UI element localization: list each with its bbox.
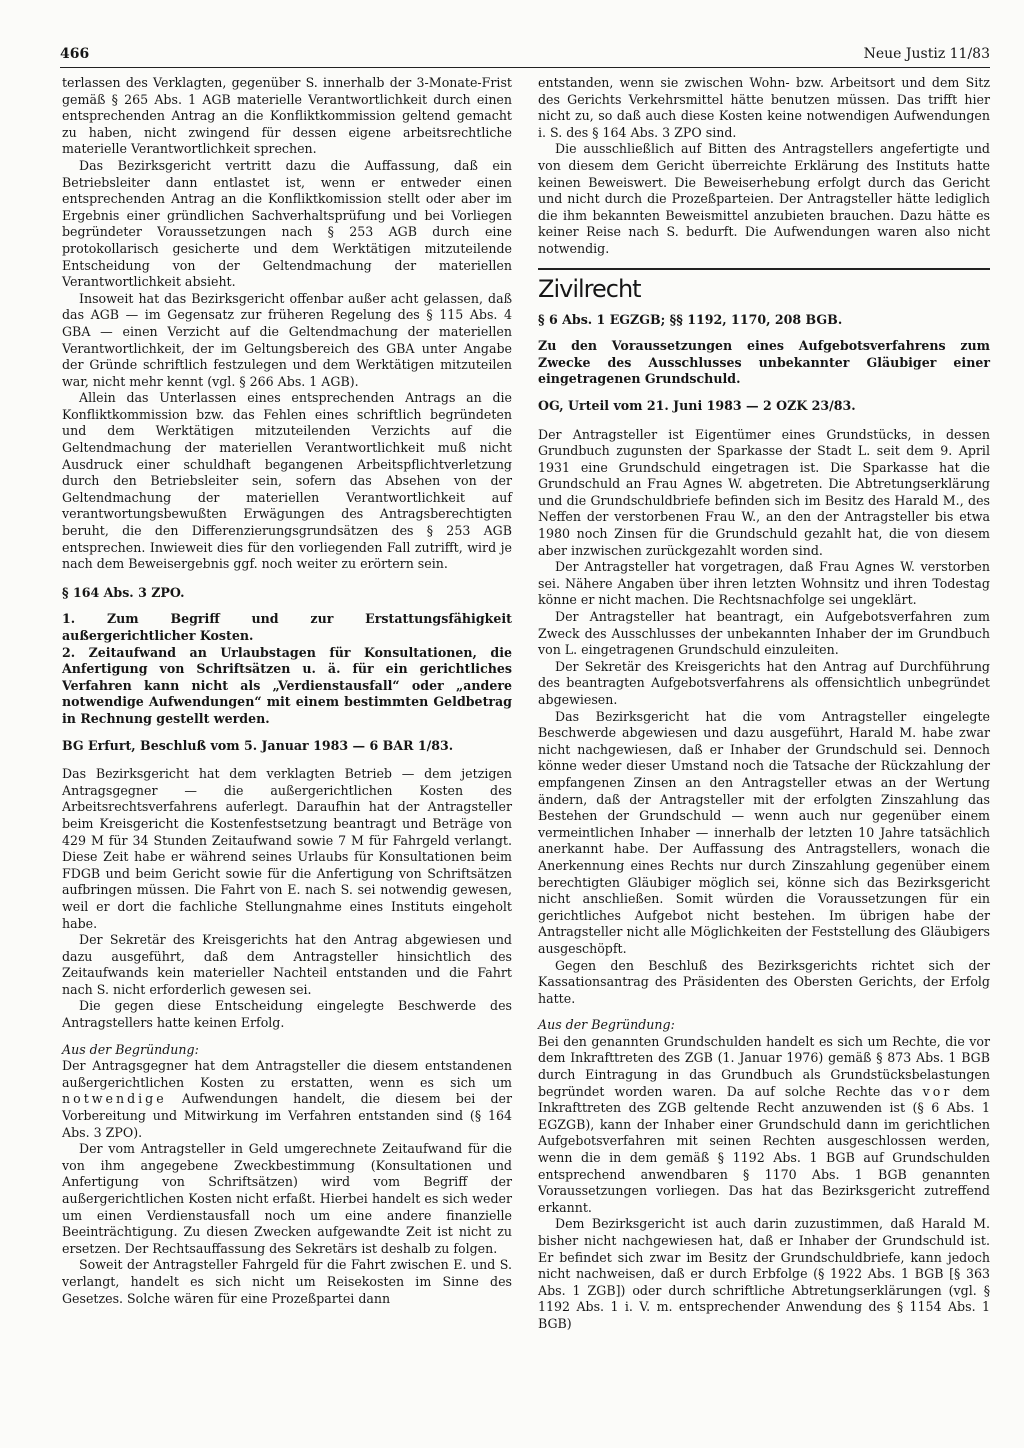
left-column — [62, 75, 512, 1307]
paragraph: Der Antragsteller hat vorgetragen, daß Frau Agnes W. verstorben sei. Nähere Angaben über ihren letzten Wohnsitz und ihren Todestag könne er nicht machen. Die Rechtsnachfolge sei ungeklärt. — [538, 559, 990, 608]
section-rule — [538, 268, 990, 270]
paragraph: Der Antragsteller ist Eigentümer eines Grundstücks, in dessen Grundbuch zugunsten der Sparkasse der Stadt L. seit dem 9. April 1931 eine Grundschuld eingetragen ist. Die Sparkasse hat die Grundschuld an Frau Agnes W. abgetreten. Die Abtretungserklärung und die Grundschuldbriefe befinden sich im Besitz des Harald M., des Neffen der verstorbenen Frau W., an den der Antragsteller bis etwa 1980 noch Zinsen für die Grundschuld gezahlt hat, die von diesem aber inzwischen zurückgezahlt worden sind. — [538, 426, 990, 558]
paragraph: Der Sekretär des Kreisgerichts hat den Antrag abgewiesen und dazu ausgeführt, daß dem Antragsteller hinsichtlich des Zeitaufwands kein materieller Nachteil entstanden und die Fahrt nach S. nicht erforderlich gewesen sei. — [62, 932, 512, 997]
journal-title: Neue Justiz 11/83 — [863, 46, 990, 62]
paragraph: Dem Bezirksgericht ist auch darin zuzustimmen, daß Harald M. bisher nicht nachgewiesen hat, daß er Inhaber der Grundschuld ist. Er befindet sich zwar im Besitz der Grundschuldbriefe, kann jedoch nicht nachweisen, daß er durch Erbfolge (§ 1922 Abs. 1 BGB [§ 363 Abs. 1 ZGB]) oder durch schriftliche Abtretungserklärungen (vgl. § 1192 Abs. 1 i. V. m. entsprechender Anwendung des § 1154 Abs. 1 BGB) — [538, 1216, 990, 1331]
paragraph: entstanden, wenn sie zwischen Wohn- bzw. Arbeitsort und dem Sitz des Gerichts Verkehrsmittel hätte benutzen müssen. Das trifft hier nicht zu, so daß auch diese Kosten keine notwendigen Aufwendungen i. S. des § 164 Abs. 3 ZPO sind. — [538, 75, 990, 140]
headnote-1: 1. Zum Begriff und zur Erstattungsfähigkeit außergerichtlicher Kosten. — [62, 611, 512, 643]
paragraph: Das Bezirksgericht hat die vom Antragsteller eingelegte Beschwerde abgewiesen und dazu ausgeführt, Harald M. habe zwar nicht nachgewiesen, daß er Inhaber der Grundschuld sei. Dennoch könne weder dieser Umstand noch die Tatsache der Rückzahlung der empfangenen Zinsen an den Antragsteller etwas an der Wertung ändern, daß der Antragsteller mit der erfolgten Zinszahlung das Bestehen der Grundschuld — wenn auch nur gegenüber einem vermeintlichen Inhaber — innerhalb der letzten 10 Jahre tatsächlich anerkannt habe. Der Auffassung des Antragstellers, wonach die Anerkennung eines Rechts nur durch Zinszahlung gegenüber einem berechtigten Gläubiger möglich sei, könne sich das Bezirksgericht nicht anschließen. Somit würden die Voraussetzungen für ein gerichtliches Aufgebot nicht bestehen. Im übrigen habe der Antragsteller nicht alle Möglichkeiten der Feststellung des Gläubigers ausgeschöpft. — [538, 708, 990, 956]
page-header — [60, 46, 990, 68]
case-norm: § 164 Abs. 3 ZPO. — [62, 584, 185, 600]
paragraph: Insoweit hat das Bezirksgericht offenbar außer acht gelassen, daß das AGB — im Gegensatz zur früheren Regelung des § 115 Abs. 4 GBA — einen Verzicht auf die Geltendmachung der materiellen Verantwortlichkeit, der im Geltungsbereich des GBA unter Angabe der Gründe schriftlich festzulegen und dem Werktätigen mitzuteilen war, nicht mehr kennt (vgl. § 266 Abs. 1 AGB). — [62, 290, 512, 389]
paragraph: Die gegen diese Entscheidung eingelegte Beschwerde des Antragstellers hatte keinen Erfolg. — [62, 998, 512, 1031]
paragraph: Der Antragsteller hat beantragt, ein Aufgebotsverfahren zum Zweck des Ausschlusses der unbekannten Inhaber der im Grundbuch von L. eingetragenen Grundschuld einzuleiten. — [538, 609, 990, 658]
emphasis: notwendige — [62, 1091, 167, 1107]
court-citation: BG Erfurt, Beschluß vom 5. Januar 1983 — 6 BAR 1/83. — [62, 737, 454, 753]
case-norm: § 6 Abs. 1 EGZGB; §§ 1192, 1170, 208 BGB. — [538, 311, 843, 327]
paragraph: Der vom Antragsteller in Geld umgerechnete Zeitaufwand für die von ihm angegebene Zweckbestimmung (Konsultationen und Anfertigung von Schriftsätzen) wird vom Begriff der außergerichtlichen Kosten nicht erfaßt. Hierbei handelt es sich weder um einen Verdienstausfall noch um eine andere finanzielle Beeinträchtigung. Zu diesen Zwecken aufgewandte Zeit ist nicht zu ersetzen. Der Rechtsauffassung des Sekretärs ist deshalb zu folgen. — [62, 1141, 512, 1256]
headnote-2: 2. Zeitaufwand an Urlaubstagen für Konsultationen, die Anfertigung von Schriftsätzen u. ä. für ein gerichtliches Verfahren kann nicht als „Verdienstausfall“ oder „andere notwendige Aufwendungen“ mit einem bestimmten Geldbetrag in Rechnung gestellt werden. — [62, 644, 512, 726]
headnote: Zu den Voraussetzungen eines Aufgebotsverfahrens zum Zwecke des Ausschlusses unbekannter Gläubiger einer eingetragenen Grundschuld. — [538, 338, 990, 387]
paragraph: Der Antragsgegner hat dem Antragsteller die diesem entstandenen außergerichtlichen Kosten zu erstatten, wenn es sich um notwendige Aufwendungen handelt, die diesem bei der Vorbereitung und Mitwirkung im Verfahren entstanden sind (§ 164 Abs. 3 ZPO). — [62, 1058, 512, 1140]
page-number: 466 — [60, 46, 90, 62]
court-citation: OG, Urteil vom 21. Juni 1983 — 2 OZK 23/83. — [538, 397, 856, 413]
reasons-heading: Aus der Begründung: — [62, 1041, 199, 1057]
paragraph: Bei den genannten Grundschulden handelt es sich um Rechte, die vor dem Inkrafttreten des ZGB (1. Januar 1976) gemäß § 873 Abs. 1 BGB durch Eintragung in das Grundbuch als Grundstücksbelastungen begründet worden waren. Da auf solche Rechte das vor dem Inkrafttreten des ZGB geltende Recht anzuwenden ist (§ 6 Abs. 1 EGZGB), kann der Inhaber einer Grundschuld dann im gerichtlichen Aufgebotsverfahren mit seinen Rechten ausgeschlossen werden, wenn die in dem gemäß § 1192 Abs. 1 BGB auf Grundschulden entsprechend anwendbaren § 1170 Abs. 1 BGB genannten Voraussetzungen vorliegen. Das hat das Bezirksgericht zutreffend erkannt. — [538, 1033, 990, 1215]
header-rule — [60, 67, 990, 68]
emphasis: vor — [922, 1083, 953, 1099]
paragraph: Die ausschließlich auf Bitten des Antragstellers angefertigte und von diesem dem Gericht überreichte Erklärung des Instituts hatte keinen Beweiswert. Die Beweiserhebung erfolgt durch das Gericht und nicht durch die Prozeßparteien. Der Antragsteller hätte lediglich die ihm bekannten Beweismittel anzubieten brauchen. Dazu hätte es keiner Reise nach S. bedurft. Die Aufwendungen waren also nicht notwendig. — [538, 141, 990, 256]
paragraph: Das Bezirksgericht hat dem verklagten Betrieb — dem jetzigen Antragsgegner — die außergerichtlichen Kosten des Arbeitsrechtsverfahrens auferlegt. Daraufhin hat der Antragsteller beim Kreisgericht die Kostenfestsetzung beantragt und Beträge von 429 M für 34 Stunden Zeitaufwand sowie 7 M für Fahrgeld verlangt. Diese Zeit habe er während seines Urlaubs für Konsultationen beim FDGB und beim Gericht sowie für die Anfertigung von Schriftsätzen aufbringen müssen. Die Fahrt von E. nach S. sei notwendig gewesen, weil er dort die fachliche Stellungnahme eines Instituts eingeholt habe. — [62, 766, 512, 931]
paragraph: Das Bezirksgericht vertritt dazu die Auffassung, daß ein Betriebsleiter dann entlastet ist, wenn er entweder einen entsprechenden Antrag an die Konfliktkomission stellt oder aber im Ergebnis einer gründlichen Sachverhaltsprüfung und bei Vorliegen begründeter Voraussetzungen nach § 253 AGB durch eine protokollarisch gesicherte und dem Werktätigen mitzuteilende Entscheidung von der Geltendmachung der materiellen Verantwortlichkeit absieht. — [62, 157, 512, 290]
paragraph: terlassen des Verklagten, gegenüber S. innerhalb der 3-Monate-Frist gemäß § 265 Abs. 1 AGB materielle Verantwortlichkeit durch einen entsprechenden Antrag an die Konfliktkommission geltend gemacht zu haben, nicht zwingend für dessen eigene arbeitsrechtliche materielle Verantwortlichkeit sprechen. — [62, 75, 512, 157]
reasons-heading: Aus der Begründung: — [538, 1017, 675, 1033]
section-title: Zivilrecht — [538, 274, 641, 303]
paragraph: Allein das Unterlassen eines entsprechenden Antrags an die Konfliktkommission bzw. das Fehlen eines schriftlich begründeten und dem Werktätigen mitzuteilenden Verzichts auf die Geltendmachung der materiellen Verantwortlichkeit muß nicht Ausdruck einer schuldhaft begangenen Arbeitspflichtverletzung durch den Betriebsleiter sein, sofern das Absehen von der Geltendmachung der materiellen Verantwortlichkeit auf verantwortungsbewußten Erwägungen des Antragsberechtigten beruht, die den Differenzierungsgrundsätzen des § 253 AGB entsprechen. Inwieweit dies für den vorliegenden Fall zutrifft, wird je nach dem Beweisergebnis ggf. noch weiter zu erörtern sein. — [62, 390, 512, 572]
right-column — [538, 75, 990, 1333]
paragraph: Soweit der Antragsteller Fahrgeld für die Fahrt zwischen E. und S. verlangt, handelt es sich nicht um Reisekosten im Sinne des Gesetzes. Solche wären für eine Prozeßpartei dann — [62, 1257, 512, 1306]
paragraph: Gegen den Beschluß des Bezirksgerichts richtet sich der Kassationsantrag des Präsidenten des Obersten Gerichts, der Erfolg hatte. — [538, 957, 990, 1006]
paragraph: Der Sekretär des Kreisgerichts hat den Antrag auf Durchführung des beantragten Aufgebotsverfahrens als offensichtlich unbegründet abgewiesen. — [538, 658, 990, 707]
